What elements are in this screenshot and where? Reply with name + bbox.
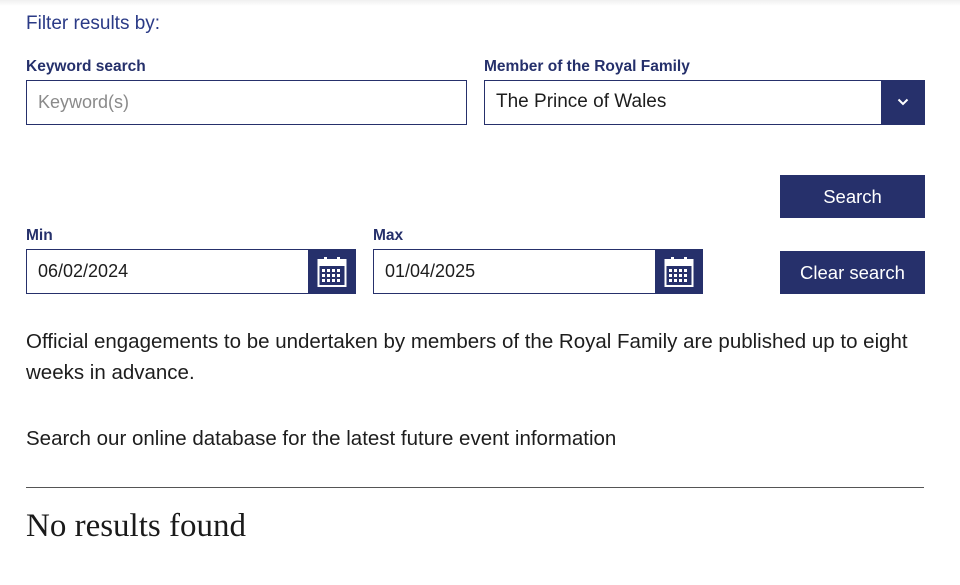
- keyword-field[interactable]: [26, 80, 467, 125]
- max-date-field[interactable]: [373, 249, 703, 294]
- member-dropdown-button[interactable]: [881, 80, 925, 124]
- max-calendar-button[interactable]: [655, 249, 703, 294]
- divider: [26, 487, 924, 488]
- calendar-icon: [317, 256, 347, 288]
- min-date-label: Min: [26, 227, 53, 244]
- search-button[interactable]: Search: [780, 175, 925, 218]
- member-select[interactable]: [484, 80, 925, 125]
- min-date-input[interactable]: [27, 250, 309, 293]
- member-selected-value: The Prince of Wales: [496, 91, 667, 112]
- clear-search-button[interactable]: Clear search: [780, 251, 925, 294]
- filter-heading: Filter results by:: [26, 13, 161, 34]
- keyword-label: Keyword search: [26, 58, 146, 75]
- max-date-label: Max: [373, 227, 404, 244]
- no-results-heading: No results found: [26, 508, 246, 544]
- min-date-field[interactable]: [26, 249, 356, 294]
- chevron-down-icon: [897, 98, 909, 106]
- keyword-input[interactable]: [27, 81, 466, 124]
- info-paragraph: Official engagements to be undertaken by members of the Royal Family are published up to eight weeks in advance.: [26, 330, 908, 384]
- member-label: Member of the Royal Family: [484, 58, 690, 75]
- min-calendar-button[interactable]: [308, 249, 356, 294]
- search-info-paragraph: Search our online database for the latest future event information: [26, 427, 617, 450]
- calendar-icon: [664, 256, 694, 288]
- max-date-input[interactable]: [374, 250, 656, 293]
- top-shadow: [0, 0, 960, 6]
